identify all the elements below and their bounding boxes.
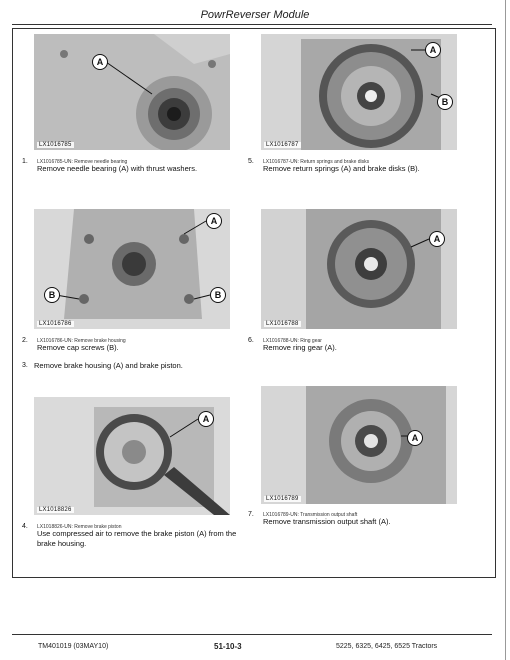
step-text: Remove brake housing (A) and brake piston. xyxy=(34,361,183,370)
step-5 xyxy=(248,157,478,181)
callout-a: A xyxy=(198,411,214,427)
figure-ring-gear xyxy=(261,209,457,329)
step-figure-ref: LX1016785-UN: Remove needle bearing xyxy=(37,159,128,165)
callout-a: A xyxy=(429,231,445,247)
footer-page-number: 51-10-3 xyxy=(214,642,242,651)
photo-output-shaft xyxy=(261,386,457,504)
figure-ref-id: LX1016786 xyxy=(39,321,72,327)
figure-brake-piston xyxy=(34,397,230,515)
figure-ref-id: LX1018826 xyxy=(39,507,72,513)
header-rule xyxy=(12,24,492,25)
step-number: 1. xyxy=(22,158,28,165)
callout-b: B xyxy=(437,94,453,110)
step-number: 7. xyxy=(248,511,254,518)
step-figure-ref: LX1016786-UN: Remove brake housing xyxy=(37,338,126,344)
step-number: 5. xyxy=(248,158,254,165)
figure-ref-id: LX1016789 xyxy=(266,496,299,502)
callout-a: A xyxy=(206,213,222,229)
step-number: 2. xyxy=(22,337,28,344)
photo-ring-gear xyxy=(261,209,457,329)
step-1 xyxy=(22,157,242,181)
step-7 xyxy=(248,510,478,534)
photo-needle-bearing xyxy=(34,34,230,150)
callout-a: A xyxy=(407,430,423,446)
figure-brake-housing xyxy=(34,209,230,329)
step-4 xyxy=(22,522,252,556)
photo-brake-housing xyxy=(34,209,230,329)
step-text-line-2: brake housing. xyxy=(37,539,87,548)
step-number: 4. xyxy=(22,523,28,530)
page-edge xyxy=(505,0,506,660)
callout-a: A xyxy=(92,54,108,70)
callout-a: A xyxy=(425,42,441,58)
footer-manual-id: TM401019 (03MAY10) xyxy=(38,643,109,650)
footer-rule xyxy=(12,634,492,635)
step-6 xyxy=(248,336,478,360)
callout-b: B xyxy=(210,287,226,303)
page-header-title: PowrReverser Module xyxy=(200,9,310,21)
footer-models: 5225, 6325, 6425, 6525 Tractors xyxy=(336,643,438,650)
step-text: Remove return springs (A) and brake disks (B). xyxy=(263,164,420,173)
step-figure-ref: LX1016789-UN: Transmission output shaft xyxy=(263,512,358,518)
step-figure-ref: LX1018826-UN: Remove brake piston xyxy=(37,524,122,530)
figure-ref-id: LX1016785 xyxy=(39,142,72,148)
figure-needle-bearing xyxy=(34,34,230,150)
figure-ref-id: LX1016788 xyxy=(266,321,299,327)
step-text: Remove transmission output shaft (A). xyxy=(263,517,391,526)
figure-ref-id: LX1016787 xyxy=(266,142,299,148)
step-3 xyxy=(22,361,242,373)
step-text: Remove ring gear (A). xyxy=(263,343,337,352)
step-text: Remove cap screws (B). xyxy=(37,343,119,352)
step-number: 6. xyxy=(248,337,254,344)
figure-return-springs xyxy=(261,34,457,150)
step-text-line-1: Use compressed air to remove the brake piston (A) from the xyxy=(37,529,237,538)
step-figure-ref: LX1016787-UN: Return springs and brake disks xyxy=(263,159,370,165)
step-number: 3. xyxy=(22,362,28,369)
step-2 xyxy=(22,336,242,360)
figure-output-shaft xyxy=(261,386,457,504)
step-figure-ref: LX1016788-UN: Ring gear xyxy=(263,338,322,344)
callout-b: B xyxy=(44,287,60,303)
step-text: Remove needle bearing (A) with thrust washers. xyxy=(37,164,198,173)
